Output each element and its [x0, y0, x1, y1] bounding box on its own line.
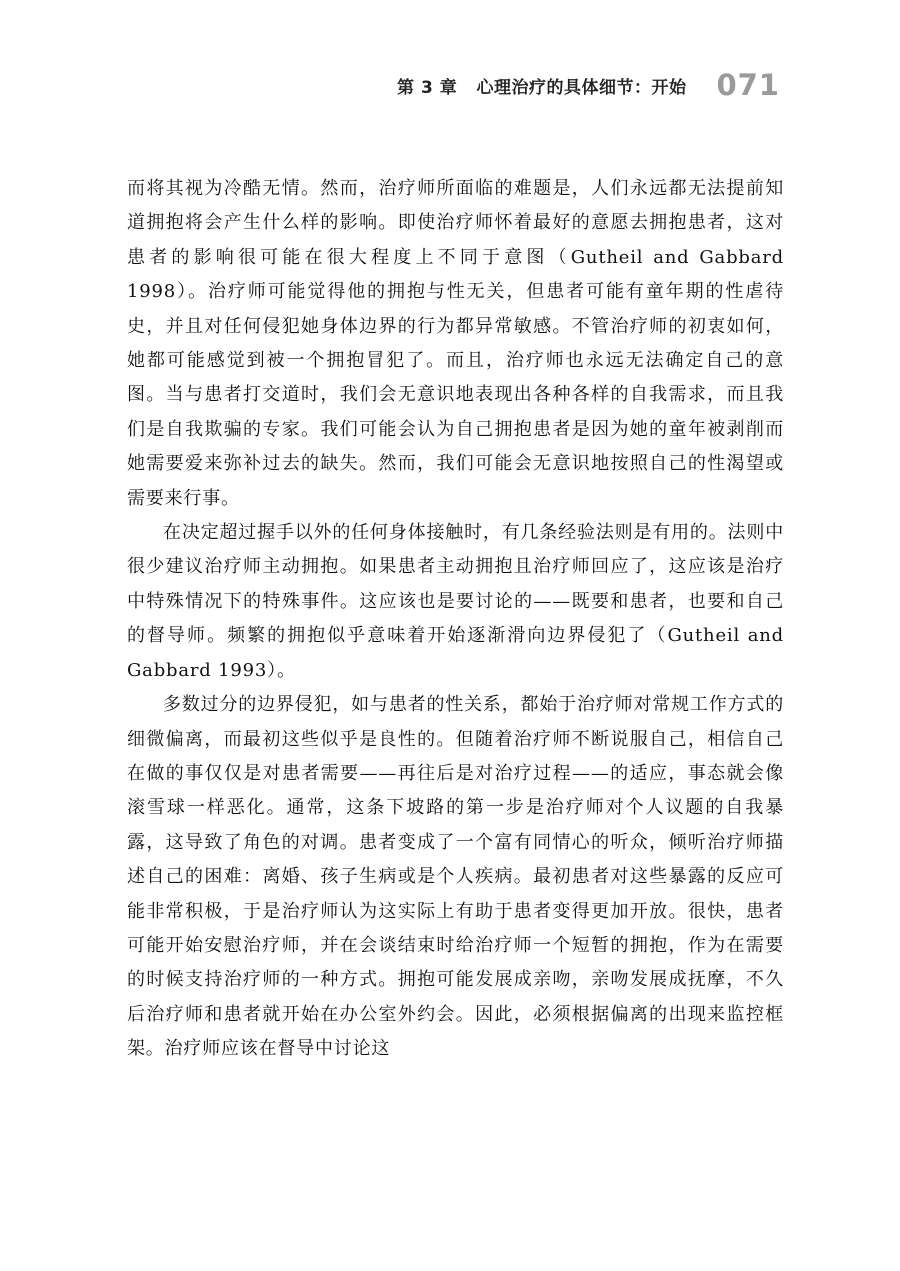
chapter-title: 第 3 章 心理治疗的具体细节：开始 [397, 77, 687, 98]
paragraph-2: 在决定超过握手以外的任何身体接触时，有几条经验法则是有用的。法则中很少建议治疗师主动拥抱。如果患者主动拥抱且治疗师回应了，这应该是治疗中特殊情况下的特殊事件。这应该也是要讨论的——既要和患者，也要和自己的督导师。频繁的拥抱似乎意味着开始逐渐滑向边界侵犯了（Gutheil and Gabbard 1993）。 [127, 522, 784, 681]
paragraph-3: 多数过分的边界侵犯，如与患者的性关系，都始于治疗师对常规工作方式的细微偏离，而最初这些似乎是良性的。但随着治疗师不断说服自己，相信自己在做的事仅仅是对患者需要——再往后是对治疗过程——的适应，事态就会像滚雪球一样恶化。通常，这条下坡路的第一步是治疗师对个人议题的自我暴露，这导致了角色的对调。患者变成了一个富有同情心的听众，倾听治疗师描述自己的困难：离婚、孩子生病或是个人疾病。最初患者对这些暴露的反应可能非常积极，于是治疗师认为这实际上有助于患者变得更加开放。很快，患者可能开始安慰治疗师，并在会谈结束时给治疗师一个短暂的拥抱，作为在需要的时候支持治疗师的一种方式。拥抱可能发展成亲吻，亲吻发展成抚摩，不久后治疗师和患者就开始在办公室外约会。因此，必须根据偏离的出现来监控框架。治疗师应该在督导中讨论这 [127, 694, 784, 1060]
body-text [127, 172, 784, 1067]
page-number: 071 [716, 68, 780, 102]
running-header [397, 68, 780, 102]
paragraph-1: 而将其视为冷酷无情。然而，治疗师所面临的难题是，人们永远都无法提前知道拥抱将会产生什么样的影响。即使治疗师怀着最好的意愿去拥抱患者，这对患者的影响很可能在很大程度上不同于意图（Gutheil and Gabbard 1998）。治疗师可能觉得他的拥抱与性无关，但患者可能有童年期的性虐待史，并且对任何侵犯她身体边界的行为都异常敏感。不管治疗师的初衷如何，她都可能感觉到被一个拥抱冒犯了。而且，治疗师也永远无法确定自己的意图。当与患者打交道时，我们会无意识地表现出各种各样的自我需求，而且我们是自我欺骗的专家。我们可能会认为自己拥抱患者是因为她的童年被剥削而她需要爱来弥补过去的缺失。然而，我们可能会无意识地按照自己的性渴望或需要来行事。 [127, 178, 784, 509]
